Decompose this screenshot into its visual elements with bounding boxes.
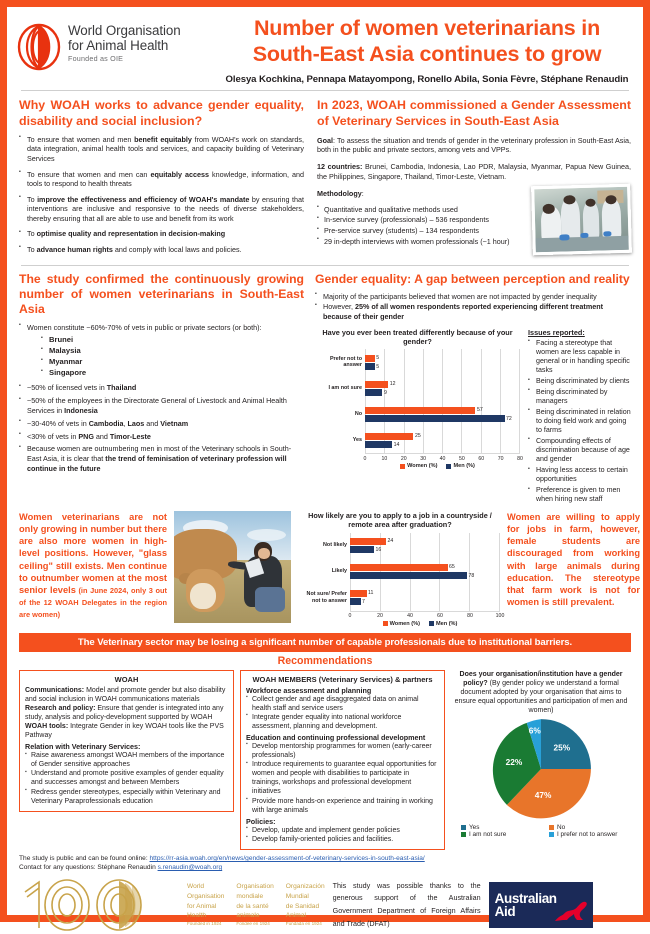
chart-category-label: Yes	[352, 437, 362, 444]
issues-reported	[528, 328, 631, 506]
bar-men	[365, 363, 375, 370]
authors-list: Olesya Kochkina, Pennapa Matayompong, Ronello Abila, Sonia Fèvre, Stéphane Renaudin	[225, 74, 629, 86]
footer-url-line	[19, 854, 631, 864]
page-title: Number of women veterinarians in South-East Asia continues to grow	[252, 16, 602, 67]
rec-members-sub2-list	[246, 742, 439, 815]
pie-title-main: Does your organisation/institution have a gender policy?	[459, 670, 623, 687]
pie-chart-title	[451, 670, 631, 715]
chart-title: Have you ever been treated differently because of your gender?	[322, 327, 513, 347]
list-item: ▪ Malaysia	[41, 346, 304, 355]
footer-contact-line	[19, 863, 631, 873]
rec-tools-label: WOAH tools:	[25, 722, 69, 730]
legend-label: I prefer not to answer	[557, 831, 618, 839]
lang-fr-l4: animale	[236, 912, 260, 920]
pie-label-notsure: 22%	[505, 756, 523, 767]
row-recommendations	[7, 667, 643, 850]
study-link[interactable]: https://rr-asia.woah.org/en/news/gender-assessment-of-veterinary-services-in-south-east-asia/	[149, 854, 425, 862]
pie-chart-svg	[489, 717, 593, 821]
legend-label: Men (%)	[453, 463, 475, 470]
rec-box-members	[240, 670, 445, 850]
funding-acknowledgement: This study was possible thanks to the generous support of the Australian Government Department of Foreign Affairs and Trade (DFAT)	[332, 880, 481, 928]
legend-label: Yes	[469, 824, 480, 832]
bar-women	[350, 538, 386, 545]
section-why-title: Why WOAH works to advance gender equality, disability and social inclusion?	[19, 98, 304, 128]
chart-row	[315, 349, 520, 375]
x-tick: 0	[348, 613, 352, 620]
list-item: ▪ Raise awareness amongst WOAH members of the importance of Gender sensitive approaches	[25, 751, 228, 769]
x-tick: 20	[377, 613, 383, 620]
chart-row	[300, 533, 500, 559]
lang-en-l3: for Animal	[187, 902, 217, 910]
section-gender	[315, 272, 631, 506]
bar-value: 24	[387, 538, 394, 545]
bar-men	[365, 415, 505, 422]
list-item: ▪ Develop family-oriented policies and facilities.	[246, 835, 439, 844]
chart-gender-policy	[451, 670, 631, 838]
x-tick: 80	[517, 455, 523, 462]
legend-item-notsure	[461, 831, 543, 838]
poster-header	[7, 7, 643, 85]
x-tick: 60	[478, 455, 485, 462]
chart-row	[315, 401, 520, 427]
lang-fr-l1: Organisation	[236, 882, 274, 890]
rec-tools-text: Integrate Gender in key WOAH tools like the PVS Pathway	[25, 722, 224, 740]
barchart-2	[300, 533, 505, 627]
cow-vet-photo	[174, 511, 291, 623]
list-item: ▪ ~50% of licensed vets in Thailand	[19, 383, 304, 393]
list-item: ▪ Collect gender and age disaggregated data on animal health staff and service users	[246, 695, 439, 713]
lang-en-founded: Founded in 1924	[187, 921, 222, 927]
country-list	[41, 335, 304, 377]
list-item: ▪ Pre-service survey (students) – 134 respondents	[317, 226, 528, 236]
row-intro	[7, 91, 643, 260]
x-tick: 70	[497, 455, 504, 462]
contact-email-link[interactable]: s.renaudin@woah.org	[157, 864, 223, 872]
lang-fr	[236, 882, 273, 928]
section-gender-title: Gender equality: A gap between perception and reality	[315, 272, 630, 286]
lang-es-l4: Animal	[285, 912, 306, 920]
rec-research-text: Ensure that gender is integrated into any study, analysis and policy-development supported by WOAH	[25, 704, 224, 721]
key-message-banner: The Veterinary sector may be losing a significant number of capable professionals due to institutional barriers.	[19, 633, 631, 652]
footer-contact-label: Contact for any questions: Stéphane Renaudin	[19, 864, 158, 872]
barchart-1	[315, 349, 523, 470]
bar-value: 12	[389, 381, 396, 388]
goal-paragraph	[317, 136, 631, 156]
legend-label: I am not sure	[469, 831, 507, 839]
rec-members-sub3-list	[246, 826, 439, 844]
legend-item-men	[429, 621, 457, 627]
lang-en-l1: World	[187, 882, 205, 890]
rec-members-heading: WOAH MEMBERS (Veterinary Services) & partners	[252, 674, 433, 684]
bar-value: 78	[468, 572, 475, 579]
bar-value: 57	[476, 407, 483, 414]
rec-members-sub3: Policies:	[246, 816, 276, 826]
legend-item-no	[549, 824, 631, 831]
x-tick: 40	[439, 455, 446, 462]
chart-x-axis	[348, 611, 505, 620]
chart-row	[300, 585, 500, 611]
lang-en	[187, 882, 224, 928]
chart-row	[300, 559, 500, 585]
rec-woah-heading: WOAH	[114, 674, 139, 684]
rec-relation-list	[25, 751, 228, 806]
bar-value: 9	[383, 389, 387, 396]
list-item: ▪ To advance human rights and comply with local laws and policies.	[19, 245, 304, 255]
section-why	[19, 98, 304, 260]
x-tick: 30	[420, 455, 427, 462]
goal-label: Goal	[317, 135, 333, 145]
rec-relation-label: Relation with Veterinary Services:	[25, 742, 141, 752]
section-why-list	[19, 135, 304, 255]
logo-line-2: for Animal Health	[68, 38, 169, 53]
legend-item-women	[400, 463, 437, 469]
chart-category-label: I am not sure	[328, 385, 362, 392]
list-item: ▪ Having less access to certain opportunities	[528, 466, 631, 484]
rec-communications-text: Model and promote gender but also disability and social inclusion in WOAH communications materials	[25, 686, 226, 703]
legend-item-prefer	[549, 831, 631, 838]
goal-text: : To assess the situation and trends of gender in the veterinary profession in South-East Asia, both in the public and private sectors, among vets and VPPs.	[317, 135, 631, 155]
list-item: ▪ However, 25% of all women respondents reported experiencing different treatment because of their gender	[315, 302, 631, 322]
chart-title: How likely are you to apply to a job in a countryside / remote area after graduation?	[308, 510, 492, 530]
charts-and-issues	[315, 328, 631, 506]
bar-value: 5	[376, 363, 380, 370]
bar-value: 11	[368, 590, 374, 597]
list-item: ▪ To optimise quality and representation in decision-making	[19, 229, 304, 239]
list-item: ▪ Redress gender stereotypes, especially within Veterinary and Veterinary Paraprofessionals education	[25, 788, 228, 806]
pie-label-no: 47%	[534, 790, 552, 801]
list-item: ▪ Understand and promote positive examples of gender equality and successes amongst and between Members	[25, 769, 228, 787]
quote-left-bold: Women veterinarians are not only growing in number but there are also more women in high-level positions. However, "glass ceiling" still exists. Men continue to outnumber women at the most senior levels	[19, 511, 167, 595]
centenary-100-logo	[19, 876, 179, 934]
lang-fr-founded: Fondée en 1924	[236, 921, 270, 927]
list-item: ▪ Being discriminated in relation to doing field work and going to farms	[528, 408, 631, 436]
legend-label: Women (%)	[389, 620, 420, 627]
x-tick: 40	[407, 613, 413, 620]
quote-left	[19, 511, 167, 621]
issues-title: Issues reported:	[528, 327, 585, 337]
lang-fr-l2: mondiale	[236, 892, 264, 900]
woah-logo	[17, 15, 217, 71]
methodology-label: Methodology:	[317, 188, 364, 198]
countries-paragraph	[317, 162, 631, 182]
lang-fr-l3: de la santé	[236, 902, 269, 910]
chart-legend	[300, 621, 500, 627]
laboratory-photo	[531, 184, 632, 256]
list-item: ▪ Because women are outnumbering men in most of the Veterinary schools in South-East Asia, it is clear that the trend of feminisation of veterinary profession will continue in the future	[19, 444, 304, 473]
issues-list	[528, 339, 631, 505]
pie-label-prefer: 6%	[528, 725, 541, 736]
rec-communications-label: Communications:	[25, 686, 85, 694]
lang-es-l3: de Sanidad	[285, 902, 320, 910]
x-tick: 20	[400, 455, 407, 462]
list-item: ▪ To ensure that women and men can equitably access knowledge, information, and tools to respond to health threats	[19, 170, 304, 190]
list-item: ▪ Majority of the participants believed that women are not impacted by gender inequality	[315, 292, 631, 302]
rec-communications	[25, 686, 228, 704]
bar-value: 25	[414, 433, 421, 440]
lang-es-l1: Organización	[285, 882, 325, 890]
bar-men	[350, 598, 361, 605]
list-item: ▪ ~50% of the employees in the Directorate General of Livestock and Animal Health Services in Indonesia	[19, 396, 304, 416]
bar-value: 72	[506, 415, 512, 422]
rec-box-woah	[19, 670, 234, 812]
pie-legend	[451, 824, 631, 838]
list-item: ▪ <30% of vets in PNG and Timor-Leste	[19, 432, 304, 442]
chart-countryside-job	[300, 510, 505, 627]
aid-line-2: Aid	[494, 904, 516, 919]
bar-women	[350, 564, 448, 571]
lang-es-l2: Mundial	[285, 892, 309, 900]
bar-women	[365, 381, 388, 388]
bar-women	[365, 407, 475, 414]
kangaroo-icon	[553, 900, 589, 922]
x-tick: 10	[381, 455, 388, 462]
pie-title-sub: (By gender policy we understand a formal document adopted by your organisation that aims to ensure equal opportunities and participation of men and women)	[454, 679, 628, 714]
x-tick: 0	[363, 455, 367, 462]
x-tick: 50	[458, 455, 465, 462]
countries-label: 12 countries:	[317, 162, 363, 172]
chart-category-label: Not sure/ Prefer not to answer	[306, 591, 347, 604]
logo-line-3: Founded as OIE	[68, 54, 124, 63]
poster-footer	[7, 850, 643, 934]
list-item: ▪ Being discriminated by clients	[528, 377, 631, 386]
bar-women	[350, 590, 367, 597]
lang-en-l2: Organisation	[187, 892, 225, 900]
chart-category-label: Not likely	[323, 542, 347, 549]
row-quotes	[7, 506, 643, 627]
chart-row	[315, 427, 520, 453]
chart-category-label: Prefer not to answer	[329, 355, 362, 369]
rec-tools	[25, 722, 228, 740]
list-item: ▪ Being discriminated by managers	[528, 388, 631, 406]
list-item: ▪ Develop, update and implement gender policies	[246, 826, 439, 835]
list-item: ▪ In-service survey (professionals) – 536 respondents	[317, 215, 528, 225]
list-item: ▪ Introduce requirements to guarantee equal opportunities for women and people with disabilities to participate in trainings, workshops and professional development initiatives	[246, 760, 439, 796]
bar-value: 5	[376, 355, 380, 362]
list-item: ▪ Compounding effects of discrimination because of age and gender	[528, 437, 631, 465]
recommendations-title: Recommendations	[277, 654, 373, 667]
lang-en-l4: Health	[187, 912, 207, 920]
list-item: ▪ Develop mentorship programmes for women (early-career professionals)	[246, 742, 439, 760]
legend-label: No	[557, 824, 566, 832]
chart-treated-differently	[315, 327, 523, 506]
rec-research-label: Research and policy:	[25, 704, 96, 712]
rec-members-sub2: Education and continuing professional development	[246, 732, 426, 742]
woah-globe-icon	[17, 23, 61, 71]
bar-value: 7	[362, 598, 365, 605]
legend-label: Men (%)	[435, 620, 458, 627]
rec-members-sub1: Workforce assessment and planning	[246, 685, 372, 695]
trilingual-logo-text	[187, 882, 325, 928]
bar-value: 16	[375, 546, 382, 553]
legend-item-men	[446, 463, 474, 469]
section-study	[19, 272, 304, 506]
methodology-label-text: Methodology	[317, 188, 362, 198]
legend-item-women	[383, 621, 420, 627]
x-tick: 80	[467, 613, 473, 620]
section-gender-bullets	[315, 292, 631, 322]
bar-men	[350, 546, 374, 553]
list-item: ▪ ~30-40% of vets in Cambodia, Laos and Vietnam	[19, 419, 304, 429]
list-item: ▪ To improve the effectiveness and efficiency of WOAH's mandate by ensuring that interventions are inclusive and responsive to the needs of diverse stakeholders, thereby ensuring that all are able to use and benefit from its work	[19, 195, 304, 224]
section-study-title: The study confirmed the continuously growing number of women veterinarians in South-East Asia	[19, 272, 304, 316]
row-findings	[7, 266, 643, 506]
list-item: ▪ Provide more hands-on experience and training in working with large animals	[246, 797, 439, 815]
chart-category-label: Likely	[331, 568, 347, 575]
chart-legend	[315, 463, 520, 469]
list-item: ▪ To ensure that women and men benefit equitably from WOAH's work on standards, data integration, animal health tools and services, and capacity building of Veterinary Services	[19, 135, 304, 164]
bar-men	[350, 572, 467, 579]
x-tick: 100	[495, 613, 505, 620]
quote-left-small: (in June 2024, only 3 out of the 12 WOAH Delegates in the region are women)	[19, 585, 167, 620]
pie-label-yes: 25%	[553, 742, 571, 753]
section-2023-title: In 2023, WOAH commissioned a Gender Assessment of Veterinary Services in South-East Asia	[317, 98, 631, 128]
list-item: ▪ Quantitative and qualitative methods used	[317, 205, 528, 215]
x-tick: 60	[437, 613, 443, 620]
bar-men	[365, 389, 382, 396]
section-study-list	[19, 323, 304, 333]
bar-women	[365, 355, 375, 362]
section-study-stats	[19, 383, 304, 473]
list-item: ▪ Brunei	[41, 335, 304, 344]
footer-url-label: The study is public and can be found online:	[19, 854, 150, 862]
bar-value: 65	[449, 564, 455, 571]
australian-aid-logo	[489, 882, 593, 928]
lang-es-founded: Fundada en 1924	[285, 921, 322, 927]
legend-item-yes	[461, 824, 543, 831]
chart-category-label: No	[354, 411, 362, 418]
rec-members-sub1-list	[246, 695, 439, 731]
list-item: ▪ Myanmar	[41, 357, 304, 366]
quote-right: Women are willing to apply for jobs in farm, however, female students are discouraged from working with large animals during education. The stereotype that farm work is not for women is still prevalent.	[507, 511, 640, 608]
legend-label: Women (%)	[407, 463, 438, 470]
lang-es	[286, 882, 325, 928]
chart-row	[315, 375, 520, 401]
list-item: ▪ Women constitute ~60%-70% of vets in public or private sectors (or both):	[19, 323, 304, 333]
chart-x-axis	[363, 453, 523, 462]
bar-value: 14	[393, 441, 400, 448]
list-item: ▪ Integrate gender equality into national workforce assessment, planning and development.	[246, 713, 439, 731]
methodology-list	[317, 205, 528, 247]
list-item: ▪ Singapore	[41, 368, 304, 377]
rec-research	[25, 704, 228, 722]
list-item: ▪ 29 in-depth interviews with women professionals (~1 hour)	[317, 237, 528, 247]
section-2023	[317, 98, 631, 260]
aid-line-1: Australian	[494, 890, 557, 906]
list-item: ▪ Preference is given to men when hiring new staff	[528, 486, 631, 504]
logo-line-1: World Organisation	[68, 23, 181, 38]
bar-men	[365, 441, 392, 448]
bar-women	[365, 433, 413, 440]
list-item: ▪ Facing a stereotype that women are less capable in general or in handling specific tasks	[528, 339, 631, 376]
countries-text: Brunei, Cambodia, Indonesia, Lao PDR, Malaysia, Myanmar, Papua New Guinea, the Philippines, Singapore, Thailand, Timor-Leste, Vietnam.	[317, 162, 631, 182]
